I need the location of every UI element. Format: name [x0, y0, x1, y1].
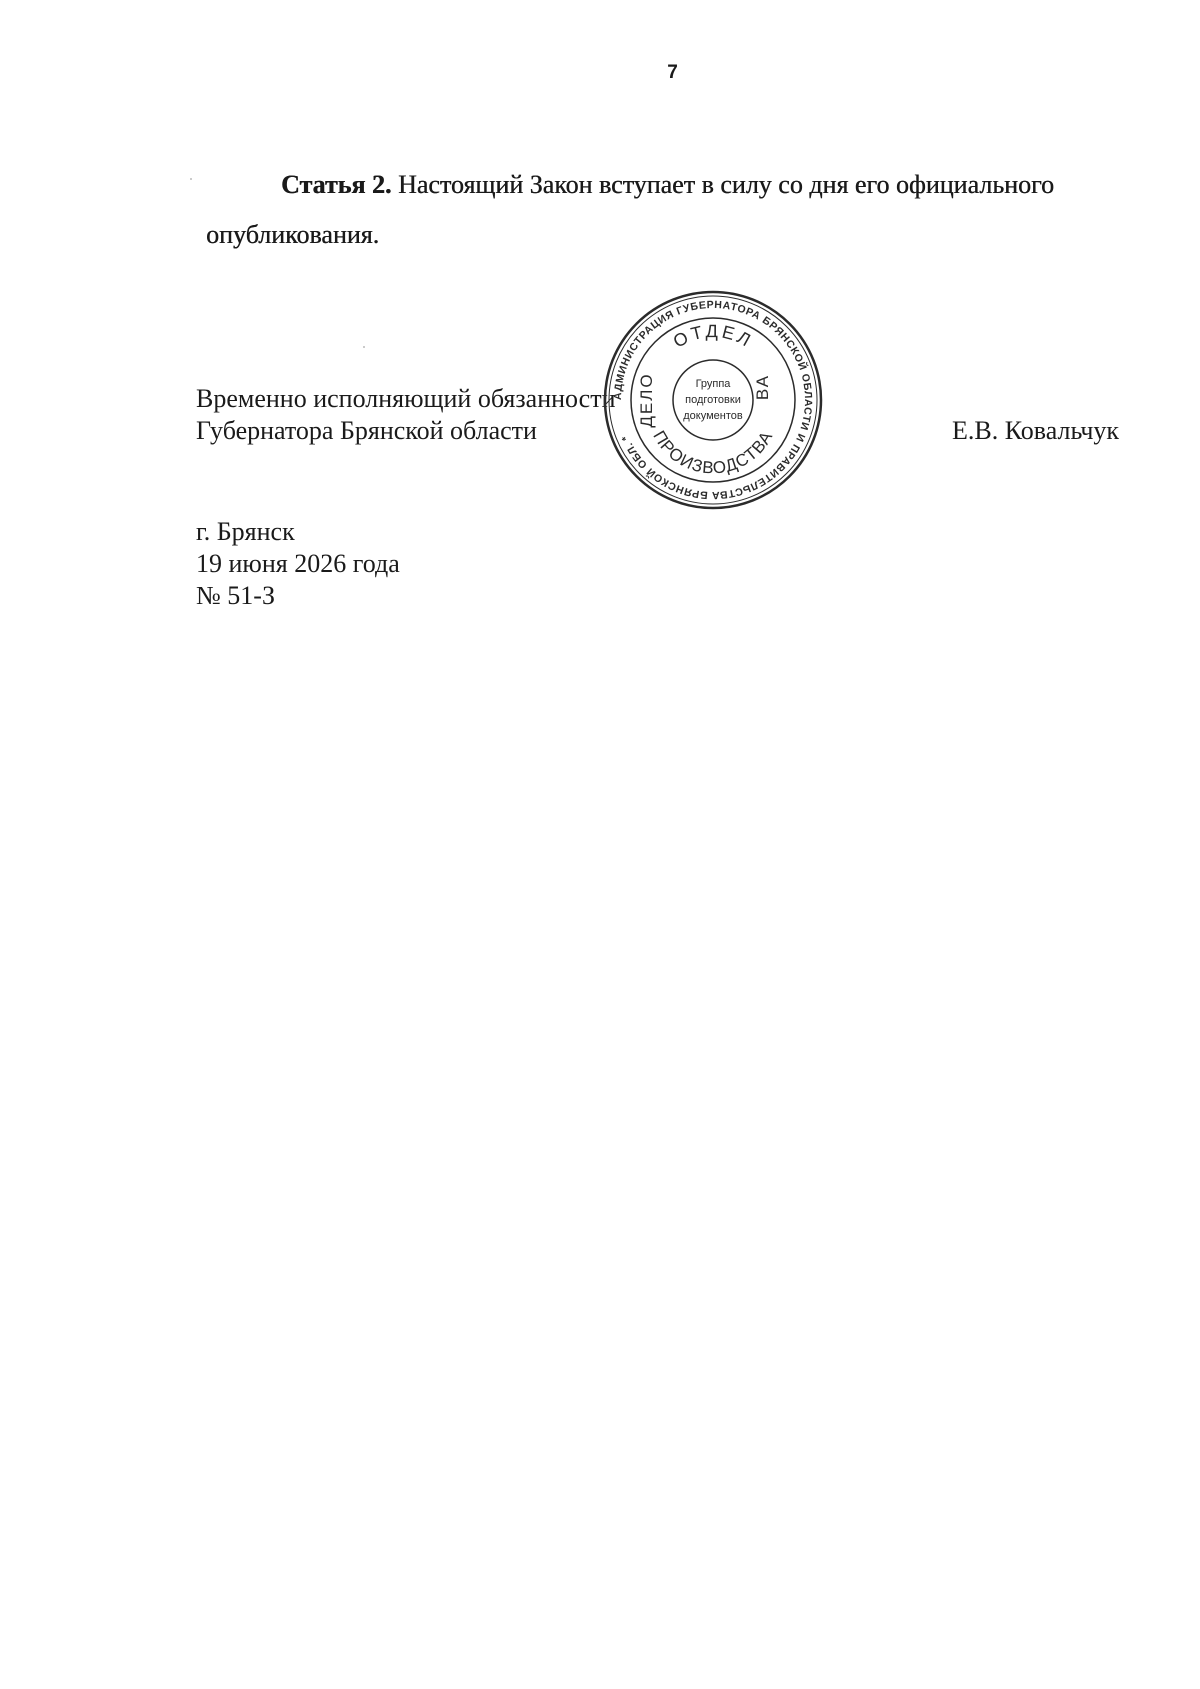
article-heading: Статья 2.: [281, 170, 392, 199]
signature-position-line1: Временно исполняющий обязанности: [196, 384, 616, 413]
footer-city: г. Брянск: [196, 517, 295, 546]
article-text: Настоящий Закон вступает в силу со дня его официального опубликования.: [206, 170, 1054, 249]
signer-name: Е.В. Ковальчук: [952, 416, 1120, 445]
scan-speck: [363, 346, 365, 348]
signature-position: [196, 383, 616, 447]
scan-speck: [190, 178, 192, 180]
signature-position-line2: Губернатора Брянской области: [196, 416, 537, 445]
stamp-left-word: ДЕЛО: [637, 372, 656, 428]
official-stamp: [600, 287, 826, 513]
stamp-dept-word: ОТДЕЛ: [669, 321, 757, 352]
document-footer: [196, 516, 400, 612]
stamp-center-line3: документов: [683, 410, 743, 422]
stamp-bottom-word: ПРОИЗВОДСТВА: [649, 427, 777, 478]
stamp-center-line1: Группа: [695, 378, 731, 390]
footer-date: 19 июня 2026 года: [196, 549, 400, 578]
stamp-outer-text: АДМИНИСТРАЦИЯ ГУБЕРНАТОРА БРЯНСКОЙ ОБЛАСТИ И ПРАВИТЕЛЬСТВА БРЯНСКОЙ ОБЛ. *: [611, 298, 815, 502]
article-paragraph: [206, 160, 1152, 260]
footer-number: № 51-З: [196, 581, 275, 610]
stamp-right-word: ВА: [753, 373, 772, 401]
page-number: 7: [667, 62, 678, 83]
stamp-center-line2: подготовки: [685, 394, 741, 406]
